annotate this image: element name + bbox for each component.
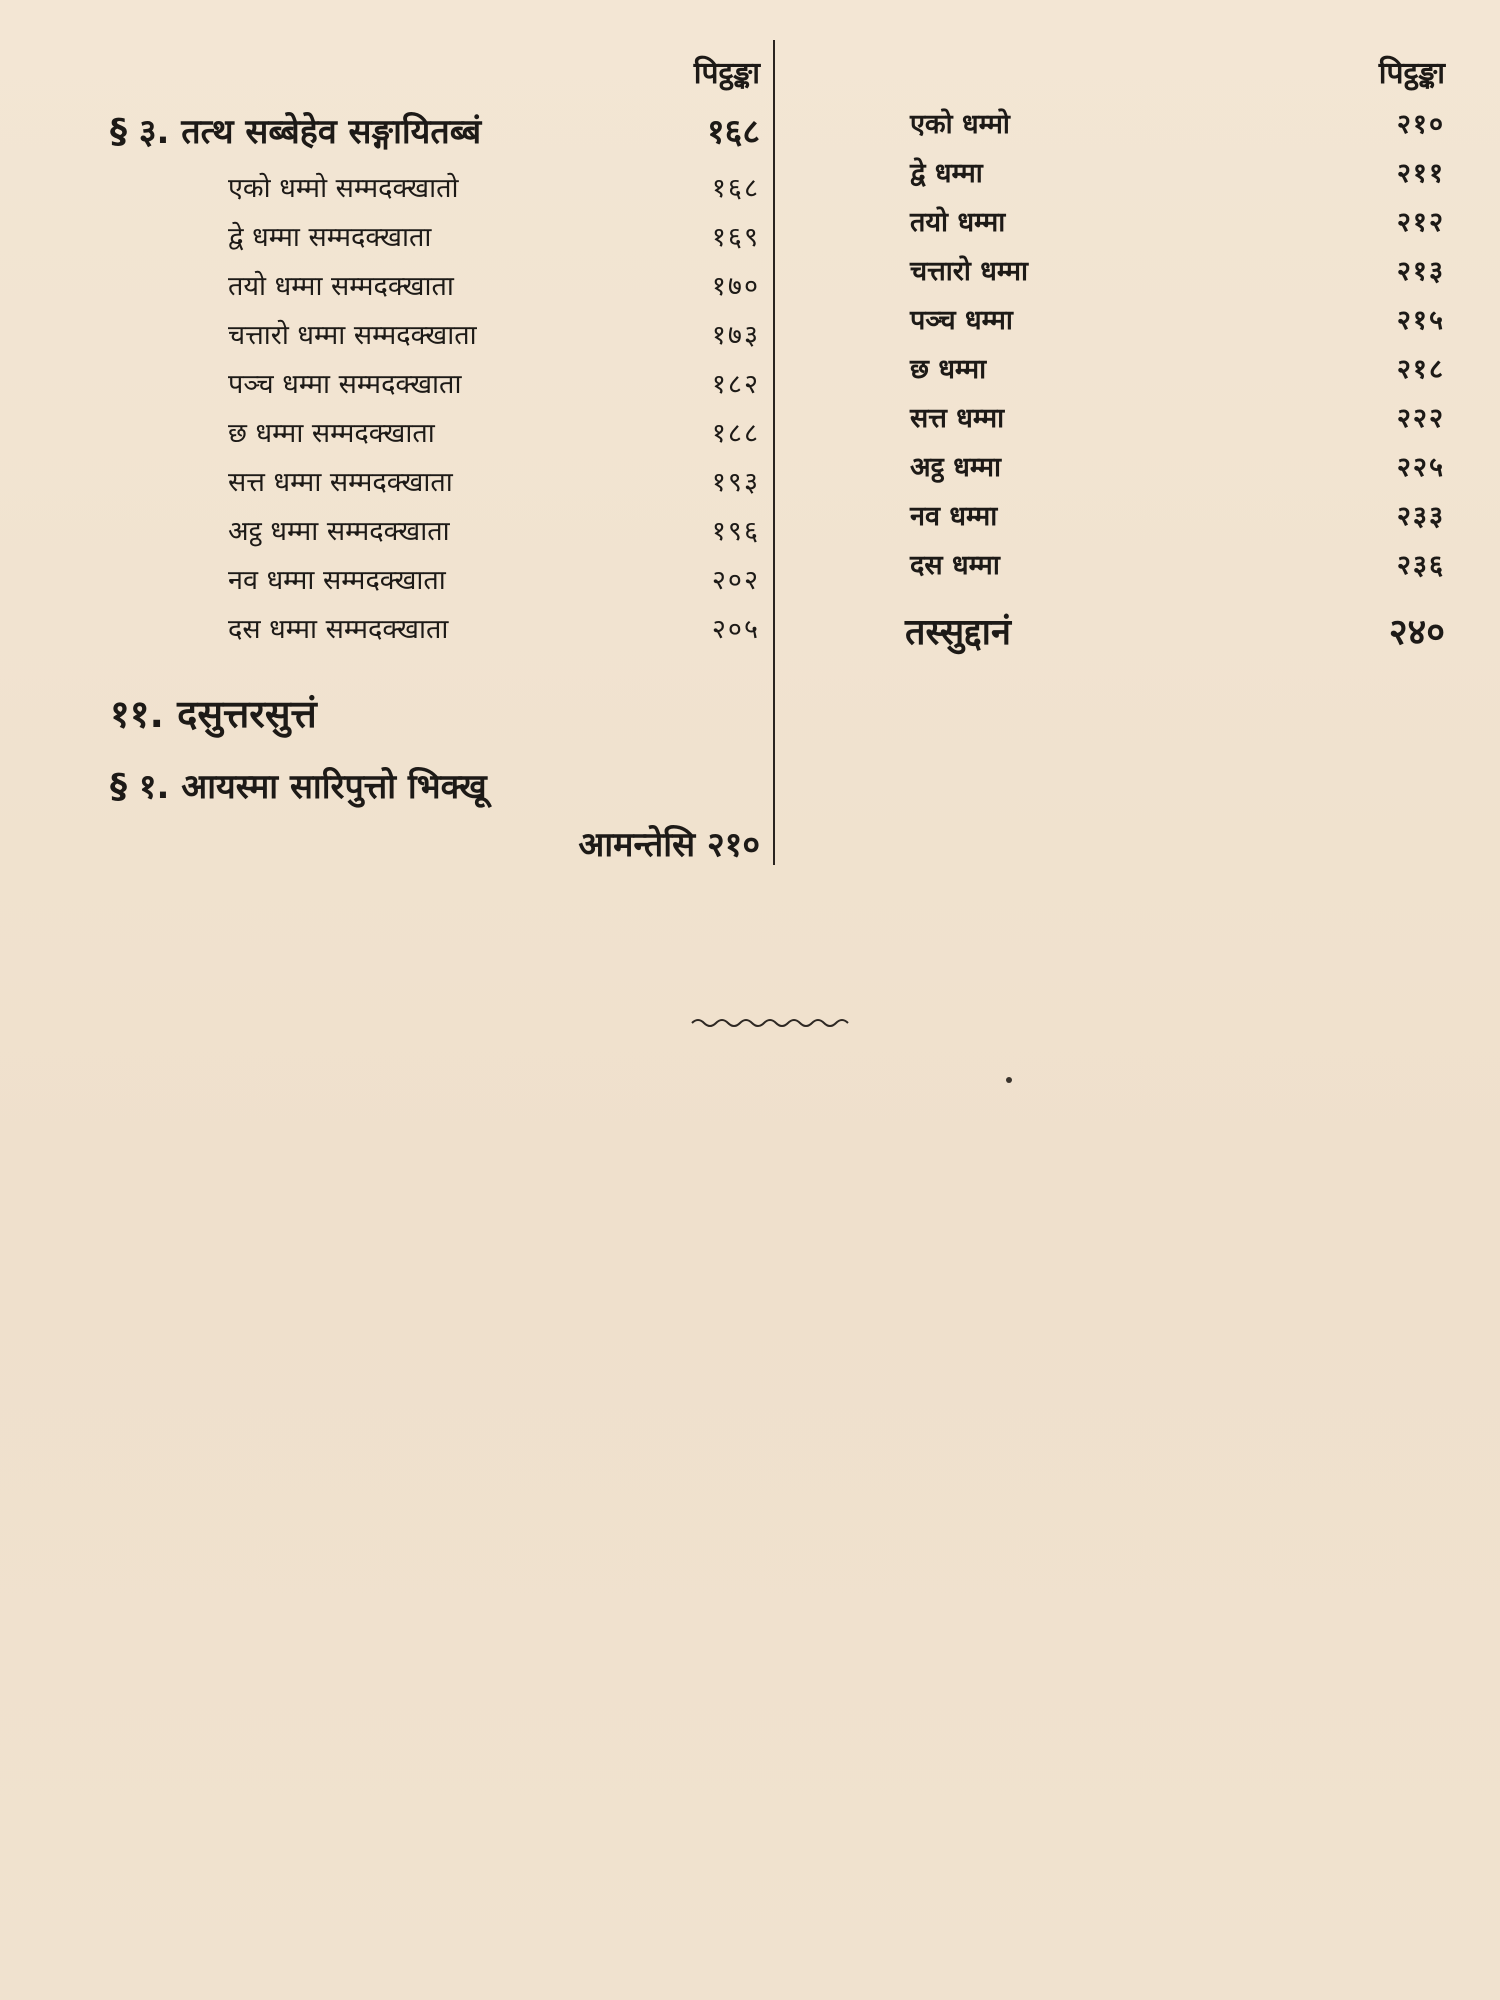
toc-entry [905,394,1445,443]
entry-page: २१२ [1396,207,1445,238]
entry-label: छ धम्मा सम्मदक्खाता [228,418,435,449]
toc-entry [110,458,760,507]
entry-page: २०५ [711,614,760,645]
section-3-label: § ३. तत्थ सब्बेहेव सङ्गायितब्बं [110,112,482,152]
column-divider [773,40,775,865]
entry-page: २३३ [1396,501,1445,532]
toc-entry [110,262,760,311]
toc-entry [905,100,1445,149]
entry-label: तयो धम्मा [910,207,1006,238]
toc-entry [110,409,760,458]
summary-label: तस्सुद्दानं [905,612,1011,653]
entry-page: २२५ [1396,452,1445,483]
entry-page: २१३ [1396,256,1445,287]
summary-entry [905,598,1445,668]
toc-entry [110,556,760,605]
toc-entry [110,507,760,556]
entry-label: चत्तारो धम्मा सम्मदक्खाता [228,320,477,351]
entry-label: नव धम्मा [910,501,998,532]
left-page-header: पिट्ठङ्का [693,56,760,91]
entry-label: अट्ठ धम्मा सम्मदक्खाता [228,516,450,547]
entry-page: १६८ [711,173,760,204]
entry-label: द्वे धम्मा [910,158,983,189]
entry-label: चत्तारो धम्मा [910,256,1029,287]
section-3-page: १६८ [706,112,760,152]
toc-entry [110,213,760,262]
entry-page: २३६ [1396,550,1445,581]
wavy-rule-ornament [690,1015,850,1029]
entry-page: १६९ [711,222,760,253]
section-3-row [110,100,760,164]
entry-label: दस धम्मा [910,550,1000,581]
section-1-page: २१० [706,825,760,865]
entry-label: पञ्च धम्मा सम्मदक्खाता [228,369,462,400]
entry-page: २०२ [711,565,760,596]
entry-label: अट्ठ धम्मा [910,452,1002,483]
toc-entry [905,541,1445,590]
summary-page: २४० [1388,612,1445,653]
toc-entry [905,345,1445,394]
entry-label: द्वे धम्मा सम्मदक्खाता [228,222,432,253]
chapter-11-heading: ११. दसुत्तरसुत्तं [110,692,317,736]
entry-page: १७० [711,271,760,302]
toc-entry [905,198,1445,247]
left-column [110,48,760,874]
entry-label: दस धम्मा सम्मदक्खाता [228,614,449,645]
toc-entry [110,360,760,409]
entry-label: सत्त धम्मा [910,403,1005,434]
section-1-continuation [110,816,760,874]
entry-page: १८२ [711,369,760,400]
toc-entry [905,296,1445,345]
toc-entry [110,605,760,654]
toc-entry [905,443,1445,492]
right-column [905,48,1445,668]
entry-label: छ धम्मा [910,354,987,385]
ink-speck [1006,1077,1012,1083]
entry-page: २१५ [1396,305,1445,336]
entry-label: पञ्च धम्मा [910,305,1013,336]
toc-entry [905,149,1445,198]
section-1-label: § १. आयस्मा सारिपुत्तो भिक्खू [110,767,487,807]
toc-entry [905,247,1445,296]
entry-page: २१० [1396,109,1445,140]
entry-label: नव धम्मा सम्मदक्खाता [228,565,446,596]
entry-page: २२२ [1396,403,1445,434]
entry-page: १७३ [711,320,760,351]
right-page-header: पिट्ठङ्का [1378,56,1445,91]
toc-entry [110,311,760,360]
entry-label: तयो धम्मा सम्मदक्खाता [228,271,454,302]
entry-page: २१८ [1396,354,1445,385]
entry-page: १९३ [711,467,760,498]
entry-page: २११ [1396,158,1445,189]
entry-label: एको धम्मो सम्मदक्खातो [228,173,459,204]
entry-label: एको धम्मो [910,109,1010,140]
toc-entry [110,164,760,213]
section-1-label-cont: आमन्तेसि [578,825,696,865]
toc-entry [905,492,1445,541]
entry-label: सत्त धम्मा सम्मदक्खाता [228,467,453,498]
entry-page: १८८ [711,418,760,449]
entry-page: १९६ [711,516,760,547]
